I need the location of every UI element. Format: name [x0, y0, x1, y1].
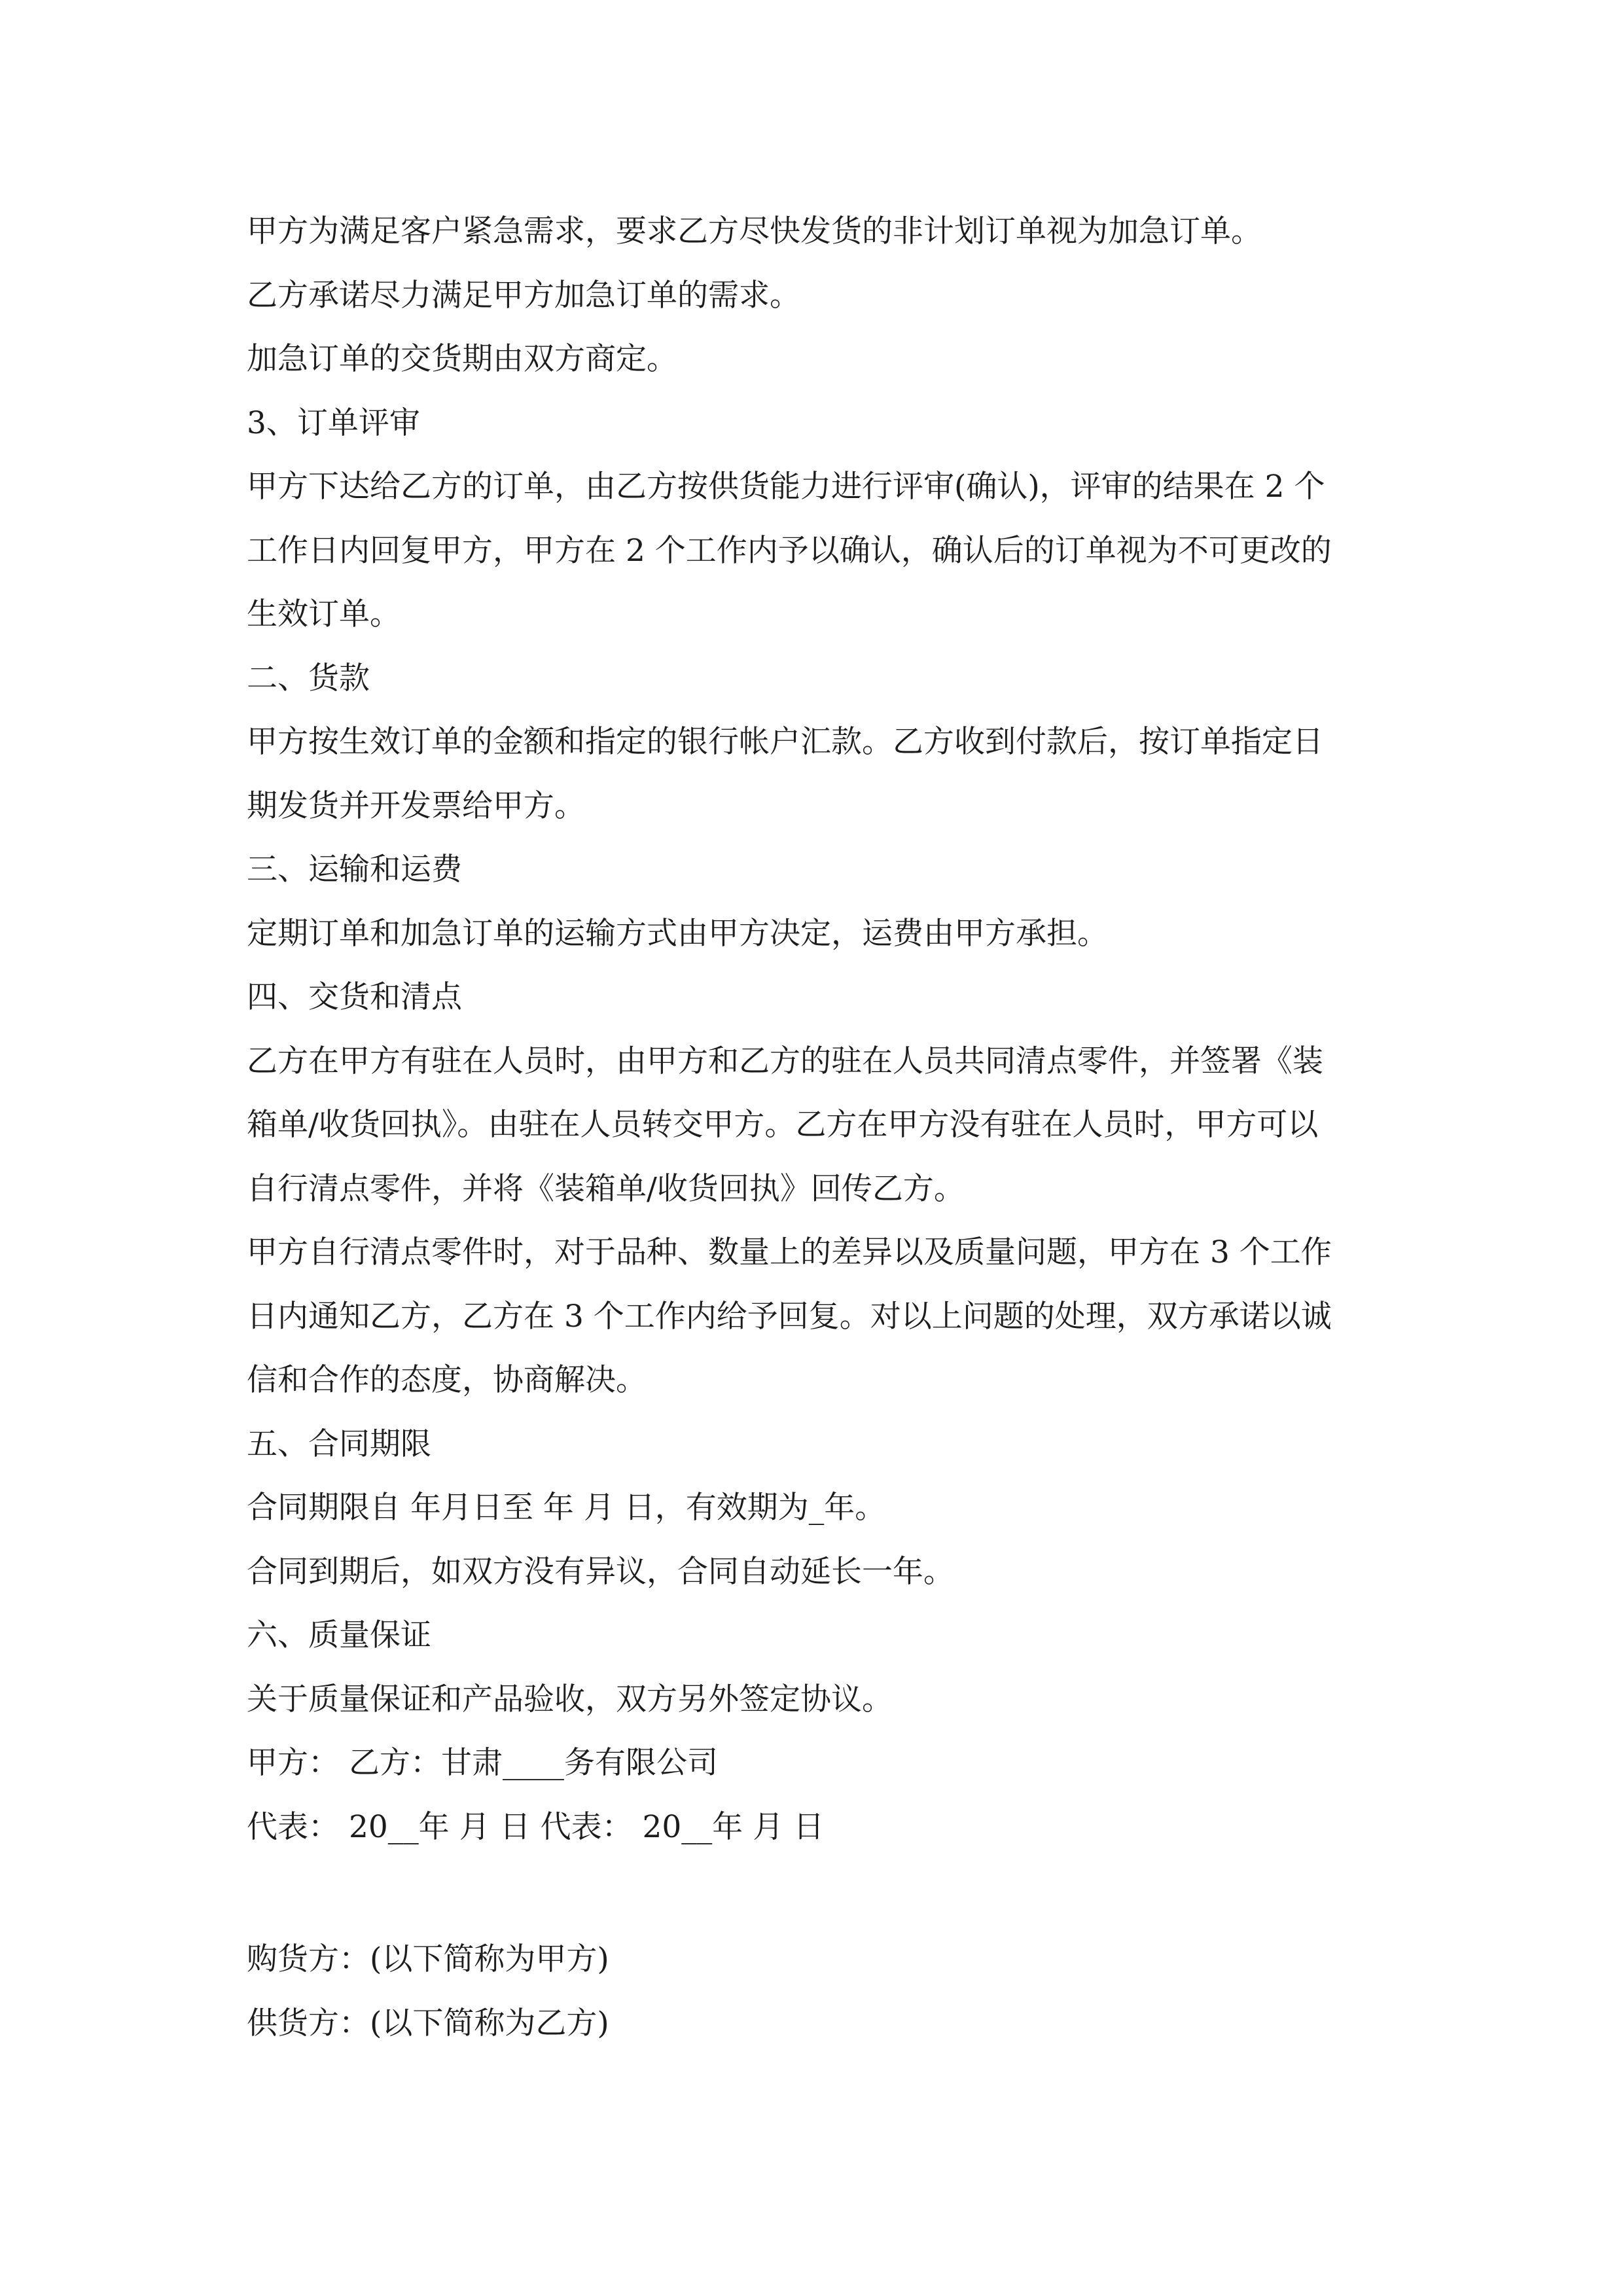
supplier-party-label: 供货方：(以下简称为乙方)	[247, 2005, 609, 2041]
discrepancy-text-line-3: 信和合作的态度，协商解决。	[247, 1362, 647, 1398]
discrepancy-text-line-2: 日内通知乙方，乙方在 3 个工作内给予回复。对以上问题的处理，双方承诺以诚	[247, 1298, 1332, 1335]
delivery-count-text-line-1: 乙方在甲方有驻在人员时，由甲方和乙方的驻在人员共同清点零件，并签署《装	[247, 1043, 1323, 1079]
paragraph-gap	[247, 1859, 1389, 1928]
parties-signature-line: 甲方： 乙方：甘肃____务有限公司	[247, 1745, 718, 1781]
section-heading-quality: 六、质量保证	[247, 1617, 431, 1653]
order-review-text-line-2: 工作日内回复甲方，甲方在 2 个工作内予以确认，确认后的订单视为不可更改的	[247, 532, 1332, 569]
urgent-order-commitment: 乙方承诺尽力满足甲方加急订单的需求。	[247, 277, 800, 314]
section-heading-payment: 二、货款	[247, 660, 370, 696]
document-body	[247, 200, 1389, 2055]
order-review-text-line-3: 生效订单。	[247, 596, 401, 632]
section-heading-contract-term: 五、合同期限	[247, 1426, 431, 1462]
quality-text: 关于质量保证和产品验收，双方另外签定协议。	[247, 1681, 893, 1717]
contract-auto-renewal: 合同到期后，如双方没有异议，合同自动延长一年。	[247, 1553, 954, 1590]
representatives-date-line: 代表： 20__年 月 日 代表： 20__年 月 日	[247, 1808, 825, 1845]
order-review-text-line-1: 甲方下达给乙方的订单，由乙方按供货能力进行评审(确认)，评审的结果在 2 个	[247, 469, 1325, 505]
urgent-order-definition: 甲方为满足客户紧急需求，要求乙方尽快发货的非计划订单视为加急订单。	[247, 213, 1262, 249]
section-heading-transport: 三、运输和运费	[247, 852, 462, 888]
section-heading-order-review: 3、订单评审	[247, 404, 420, 441]
transport-text: 定期订单和加急订单的运输方式由甲方决定，运费由甲方承担。	[247, 915, 1108, 952]
buyer-party-label: 购货方：(以下简称为甲方)	[247, 1941, 609, 1977]
delivery-count-text-line-3: 自行清点零件，并将《装箱单/收货回执》回传乙方。	[247, 1170, 965, 1207]
discrepancy-text-line-1: 甲方自行清点零件时，对于品种、数量上的差异以及质量问题，甲方在 3 个工作	[247, 1234, 1332, 1270]
urgent-order-delivery-term: 加急订单的交货期由双方商定。	[247, 341, 677, 377]
payment-text-line-1: 甲方按生效订单的金额和指定的银行帐户汇款。乙方收到付款后，按订单指定日	[247, 724, 1323, 760]
delivery-count-text-line-2: 箱单/收货回执》。由驻在人员转交甲方。乙方在甲方没有驻在人员时，甲方可以	[247, 1107, 1319, 1143]
section-heading-delivery-count: 四、交货和清点	[247, 979, 462, 1015]
payment-text-line-2: 期发货并开发票给甲方。	[247, 787, 585, 824]
contract-term-dates: 合同期限自 年月日至 年 月 日，有效期为_年。	[247, 1490, 886, 1526]
